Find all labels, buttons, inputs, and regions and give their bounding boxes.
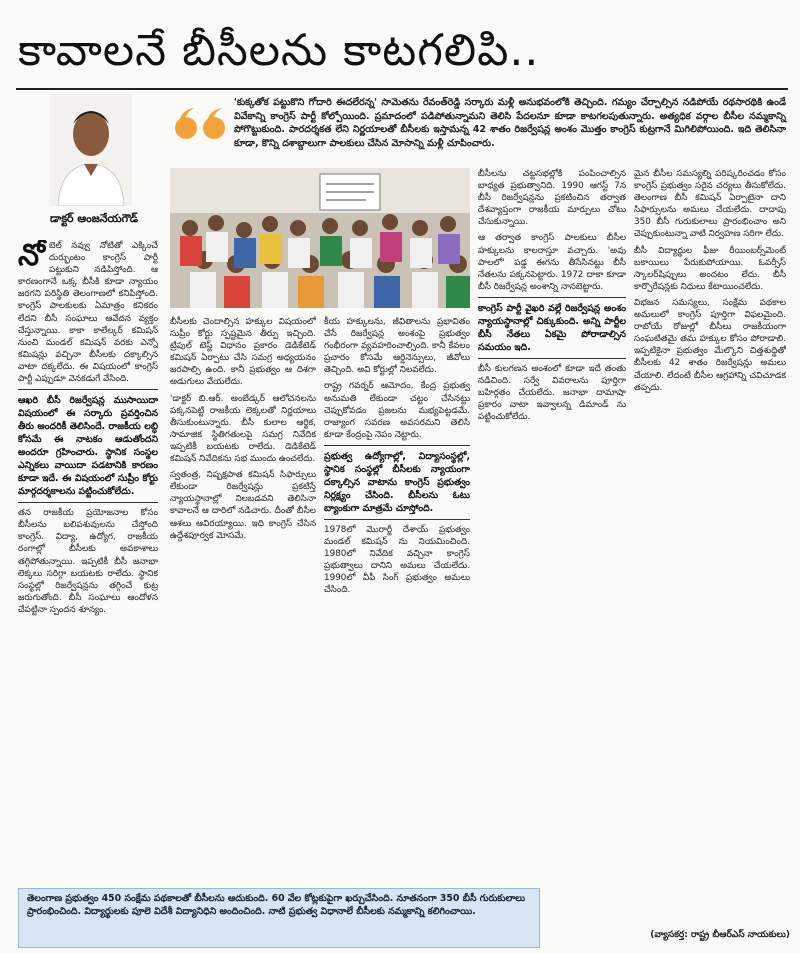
column-3 [324,316,470,880]
column-4-callout: కాంగ్రెస్ పార్టీ వైఖరి వల్లే రిజర్వేషన్ల అంశం న్యాయస్థానాల్లో చిక్కుకుంది. అన్ని పార్టీల బీసీ నేతలు ఏకమై పోరాడాల్సిన సమయం ఇది. [478,297,626,359]
column-1-callout: ఆఖరి బీసీ రిజర్వేషన్ల ముసాయిదా విషయంలో ఈ సర్కారు ప్రవర్తించిన తీరు అందరికీ తెలిసిందే. రాజకీయ లబ్ధి కోసమే ఈ నాటకం ఆడుతోందని అందరూ గ్రహించారు. స్థానిక సంస్థల ఎన్నికలు వాయిదా పడటానికి కారణం కూడా ఇదే. ఈ విషయంలో సుప్రీం కోర్టు మార్గదర్శకాలను పట్టించుకోలేదు. [18,389,158,503]
column-3-paragraph-2: రాష్ట్ర గవర్నర్ ఆమోదం, కేంద్ర ప్రభుత్వ అనుమతి లేకుండా చట్టం చేసినట్టు చెప్పుకోవడం ప్రజలను మభ్యపెట్టడమే. రాజ్యాంగ సవరణ అవసరమని తెలిసి కూడా కేంద్రంపై నెపం నెట్టారు. [324,381,470,440]
column-5-paragraph-2: బీసీ విద్యార్థుల ఫీజు రీయింబర్స్‌మెంట్ బకాయిలు పేరుకుపోయాయి. ఓవర్సీస్ స్కాలర్‌షిప్పులు అందటం లేదు. బీసీ కార్పొరేషన్లకు నిధులు కేటాయించలేదు. [634,245,786,292]
column-5 [634,168,786,920]
byline: డాక్టర్ ఆంజనేయగౌడ్ [50,212,138,225]
highlight-box [18,888,540,948]
headline: కావాలనే బీసీలను కాటగలిపి.. [18,25,540,76]
column-4-paragraph-1: బీసీలను చట్టసభల్లోకి పంపించాల్సిన బాధ్యత ప్రభుత్వానిది. 1990 ఆగస్ట్ 7న బీసీ రిజర్వేషన్లను ప్రకటించిన తర్వాత దేశవ్యాప్తంగా రాజకీయ మార్పులు చోటు చేసుకున్నాయి. [478,169,626,228]
highlight-box-text: తెలంగాణ ప్రభుత్వం 450 సంక్షేమ పథకాలతో బీసీలను ఆదుకుంది. 60 వేల కోట్లకుపైగా ఖర్చుచేసింది. నూతనంగా 350 బీసీ గురుకులాలు ప్రారంభించింది. విద్యార్థులకు పూలె విదేశీ విద్యానిధిని అందించింది. నాటి ప్రభుత్వ విధానాలే బీసీలకు నమ్మకాన్ని కలిగించాయి. [27,893,526,917]
column-2-paragraph-1: బీసీలకు చెందాల్సిన హక్కుల విషయంలో సుప్రీం కోర్టు స్పష్టమైన తీర్పు ఇచ్చింది. ట్రిపుల్ టెస్ట్ విధానం ప్రకారం డెడికేటెడ్ కమిషన్ ఏర్పాటు చేసి సమగ్ర అధ్యయనం జరపాల్సి ఉంది. కానీ ప్రభుత్వం ఆ దిశగా అడుగులు వేయలేదు. [170,317,316,388]
headline-divider [16,88,788,90]
column-2-paragraph-3: స్వతంత్ర, నిష్పక్షపాత కమిషన్ సిఫార్సులు లేకుండా రిజర్వేషన్లు ప్రకటిస్తే న్యాయస్థానాల్లో నిలబడవని తెలిసినా కావాలనే ఆ దారిలో నడిచారు. దీంతో బీసీల ఆశలు ఆవిరయ్యాయి. ఇది కాంగ్రెస్ చేసిన ఉద్దేశపూర్వక మోసమే. [170,470,316,541]
column-4 [478,168,626,880]
column-3-paragraph-1: కీయ హక్కులను, జీవితాలను ప్రభావితం చేసే రిజర్వేషన్ల అంశంపై ప్రభుత్వం గంభీరంగా వ్యవహరించాల్సింది. కానీ కేవలం ప్రచారం కోసమే ఆర్డినెన్సులు, జీవోలు తెచ్చింది. అవి కోర్టుల్లో నిలవలేదు. [324,317,470,376]
column-3-callout: ప్రభుత్వ ఉద్యోగాల్లో, విద్యాసంస్థల్లో, స్థానిక సంస్థల్లో బీసీలకు న్యాయంగా దక్కాల్సిన వాటాను కాంగ్రెస్ ప్రభుత్వం నిర్లక్ష్యం చేసింది. బీసీలను ఓటు బ్యాంకుగా మాత్రమే చూస్తోంది. [324,445,470,520]
dropcap: నో [18,240,45,273]
column-1-paragraph-1: బెల్ నవ్వు నోటితో ఎక్కించే దుర్భుంటం కాంగ్రెస్ పార్టీ పట్టుకుని నడిపిస్తోంది. ఆ కారణంగానే ఒక్క బీసీకి కూడా న్యాయం జరగని పరిస్థితి తెలంగాణలో కనిపిస్తోంది. కాంగ్రెస్ పాలకులకు ఏమాత్రం కనికరం లేదని బీసీ సంఘాలు ఆవేదన వ్యక్తం చేస్తున్నాయి. కాకా కాలేల్కర్ కమిషన్ నుంచి మండల్ కమిషన్ వరకు ఎన్నో కమిషన్లు వచ్చినా బీసీలకు దక్కాల్సిన వాటా దక్కలేదు. ఈ విషయంలో కాంగ్రెస్ పార్టీ ఎప్పుడూ వెనకడుగే వేసింది. [18,241,158,385]
author-credit: (వ్యాసకర్త: రాష్ట్ర బీఆర్ఎస్ నాయకులు) [650,930,790,940]
author-portrait [50,94,132,206]
intro-paragraph: 'కుక్కతోక పట్టుకొని గోదారి ఈదలేరన్న' సామెతను రేవంత్‌రెడ్డి సర్కారు మళ్లీ అనుభవంలోకి తెచ్చింది. గమ్యం చేర్చాల్సిన నడిపోయే రథసారథికి ఉండే వివేకాన్ని కాంగ్రెస్ పార్టీ కోల్పోయింది. ప్రమాదంలో పడిపోతున్నామని తెలిసి పేదలనూ కూడా కాటగలపుతున్నారు. అత్యధిక వర్గాల బీసీల నమ్మకాన్ని పోగొట్టుకుంది. పారదర్శకత లేని నిర్ణయాలతో బీసీలకు ఇస్తామన్న 42 శాతం రిజర్వేషన్ల అంశం మొత్తం కాంగ్రెస్ కుట్రగానే మిగిలిపోయింది. ఇది తెలిసినా కూడా, కొన్ని దశాబ్దాలుగా పాలకులు చేసిన మోసాన్ని మళ్లీ చూపించారు. [234,97,787,149]
column-2 [170,316,316,880]
column-1 [18,240,158,880]
column-4-paragraph-2: ఆ తర్వాత కాంగ్రెస్ పాలకులు బీసీల హక్కులను కాలరాస్తూ వచ్చారు. 'అవు పాలలో' పడ్డ ఈగను తీసేసినట్టు బీసీ నేతలను పక్కనపెట్టారు. 1972 దాకా కూడా బీసీ రిజర్వేషన్ల అంశాన్ని నానబెట్టారు. [478,233,626,292]
column-2-paragraph-2: 'డాక్టర్ బి.ఆర్. అంబేడ్కర్ ఆలోచనలను పక్కనపెట్టి రాజకీయ లెక్కలతో నిర్ణయాలు తీసుకుంటున్నారు. బీసీ కులాల ఆర్థిక, సామాజిక స్థితిగతులపై సమగ్ర నివేదిక ఇప్పటికీ బయటకు రాలేదు. డెడికేటెడ్ కమిషన్ నివేదికను సభ ముందు ఉంచలేదు. [170,393,316,465]
column-1-paragraph-3: తన రాజకీయ ప్రయోజనాల కోసం బీసీలను బలిపశువులను చేస్తోంది కాంగ్రెస్. విద్యా, ఉద్యోగ, రాజకీయ రంగాల్లో బీసీలకు అవకాశాలు తగ్గిపోతున్నాయి. ఇప్పటికీ బీసీ జనాభా లెక్కలు సరిగ్గా బయటకు రాలేదు. స్థానిక సంస్థల్లో రిజర్వేషన్లను తగ్గించే కుట్ర జరుగుతోంది. బీసీ సంఘాలు ఆందోళన చేపట్టినా స్పందన శూన్యం. [18,508,158,615]
column-4-paragraph-3: బీసీ కులగణన అంశంలో కూడా ఇదే తంతు నడిచింది. సర్వే వివరాలను పూర్తిగా బహిర్గతం చేయలేదు. జనాభా దామాషా ప్రకారం వాటా ఇవ్వాలన్న డిమాండ్ ను పట్టించుకోలేదు. [478,363,626,423]
column-5-paragraph-1: మైన బీసీల సమస్యల్ని పరిష్కరించడం కోసం కాంగ్రెస్ ప్రభుత్వం సరైన చర్యలు తీసుకోలేదు. తెలంగాణ బీసీ కమిషన్ ఏర్పాటైనా దాని సిఫార్సులను అమలు చేయలేదు. దాదాపు 350 బీసీ గురుకులాలు ప్రారంభించాం అని చెప్పుకుంటున్నా వాటి నిర్వహణ సరిగా లేదు. [634,169,786,240]
quote-icon [172,104,230,144]
column-3-paragraph-3: 1978లో మొరార్జీ దేశాయ్ ప్రభుత్వం మండల్ కమిషన్ ను నియమించింది. 1980లో నివేదిక వచ్చినా కాంగ్రెస్ ప్రభుత్వాలు దానిని అమలు చేయలేదు. 1990లో వీపీ సింగ్ ప్రభుత్వం అమలు చేసింది. [324,524,470,596]
protest-photo [170,168,470,308]
column-5-paragraph-3: విభజన సమస్యలు, సంక్షేమ పథకాల అమలులో కాంగ్రెస్ పూర్తిగా విఫలమైంది. రాబోయే రోజుల్లో బీసీలు రాజకీయంగా సంఘటితమై తమ హక్కుల కోసం పోరాడాలి. ఇప్పటికైనా ప్రభుత్వం మేల్కొని చిత్తశుద్ధితో బీసీలకు 42 శాతం రిజర్వేషన్లు అమలు చేయాలి. లేదంటే బీసీల ఆగ్రహాన్ని చవిచూడక తప్పదు. [634,297,786,393]
